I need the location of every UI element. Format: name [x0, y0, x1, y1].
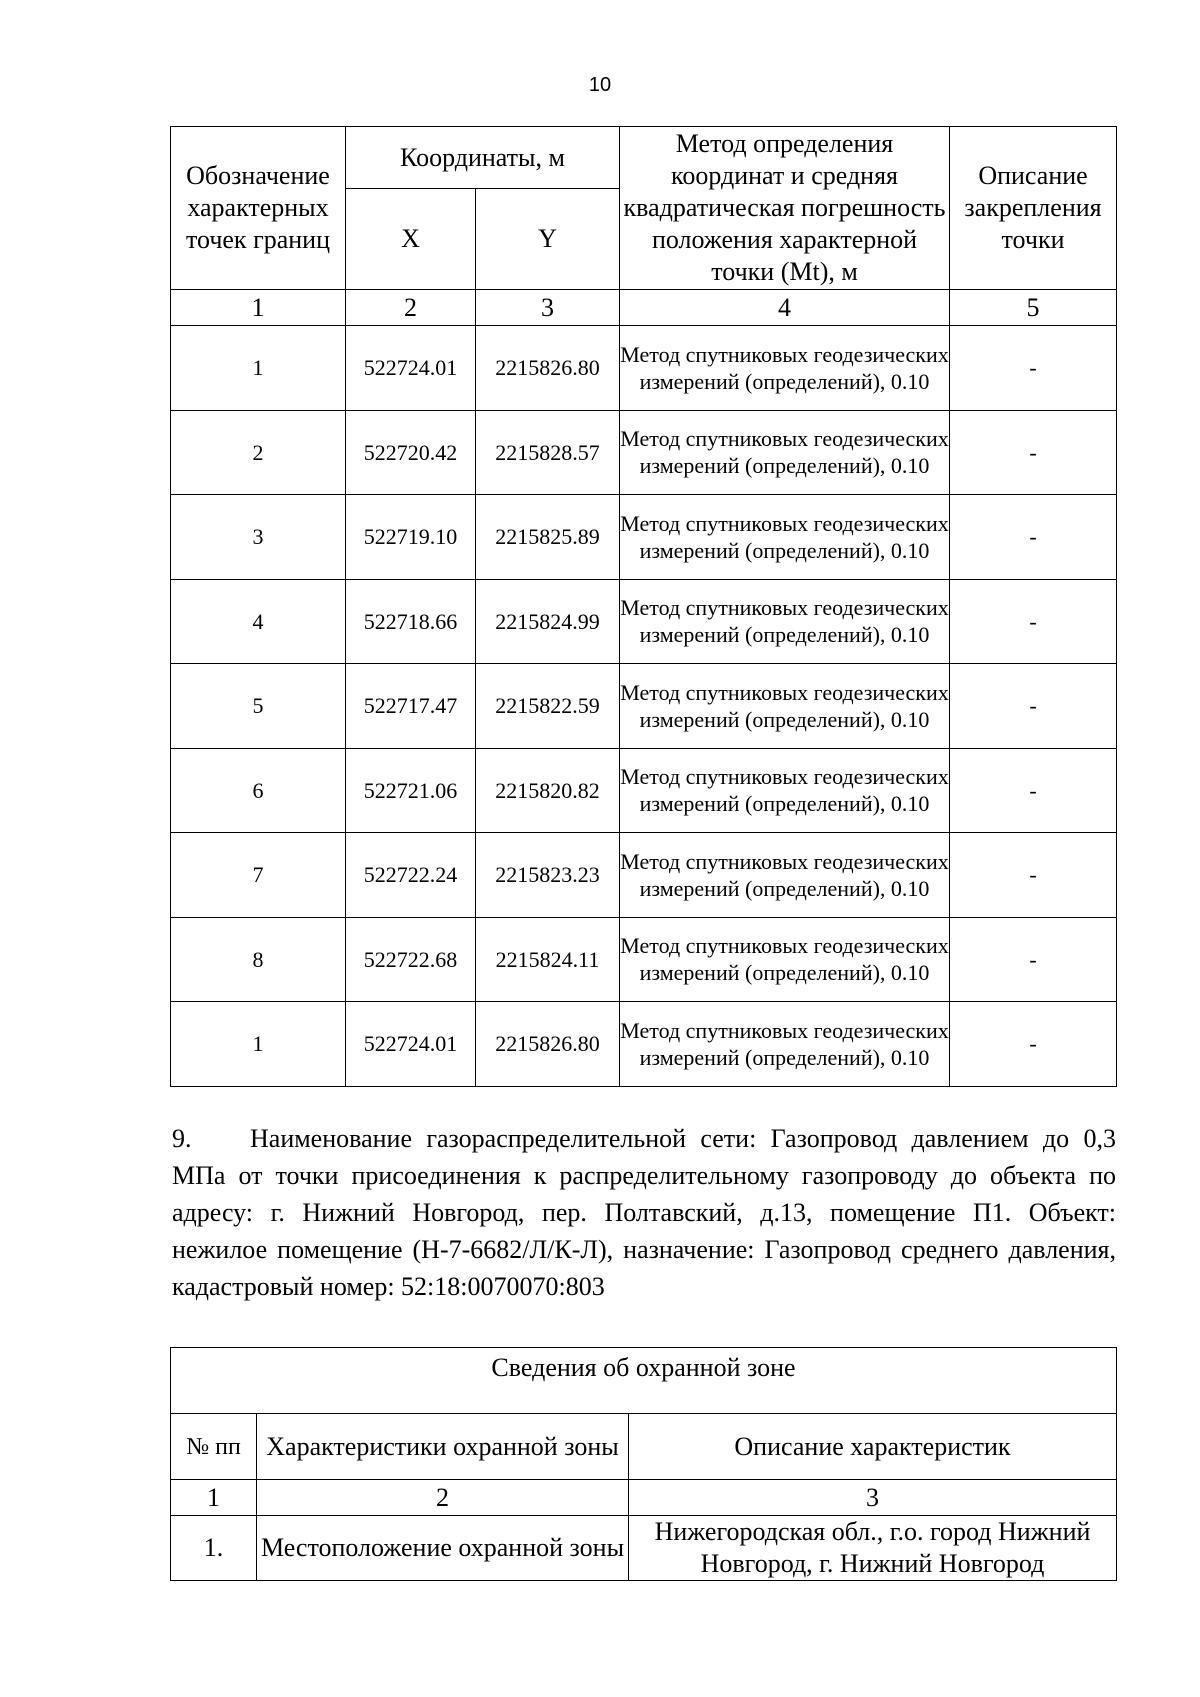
column-number: 2: [257, 1480, 629, 1516]
column-number: 3: [629, 1480, 1117, 1516]
coord-x: 522722.68: [346, 917, 476, 1002]
table-row: [171, 748, 1117, 833]
method-cell: Метод спутниковых геодезических измерений (определений), 0.10: [620, 410, 950, 495]
point-id: 1: [171, 1002, 346, 1087]
zone-table-title: Сведения об охранной зоне: [171, 1348, 1117, 1414]
coord-y: 2215825.89: [476, 495, 620, 580]
point-id: 2: [171, 410, 346, 495]
coord-y: 2215826.80: [476, 326, 620, 411]
point-id: 3: [171, 495, 346, 580]
section-9-paragraph: [172, 1120, 1116, 1305]
coord-y: 2215824.99: [476, 579, 620, 664]
point-id: 8: [171, 917, 346, 1002]
coord-y: 2215824.11: [476, 917, 620, 1002]
fixing-description: -: [950, 833, 1117, 918]
method-cell: Метод спутниковых геодезических измерений (определений), 0.10: [620, 1002, 950, 1087]
header-method: Метод определения координат и средняя квадратическая погрешность положения характерной точки (Mt), м: [620, 127, 950, 290]
section-number: 9.: [172, 1124, 192, 1153]
header-coordinates: Координаты, м: [346, 127, 620, 189]
method-cell: Метод спутниковых геодезических измерений (определений), 0.10: [620, 917, 950, 1002]
header-y: Y: [476, 189, 620, 290]
row-number: 1.: [171, 1516, 257, 1581]
fixing-description: -: [950, 326, 1117, 411]
coord-x: 522722.24: [346, 833, 476, 918]
table-row: [171, 664, 1117, 749]
zone-characteristic-description: Нижегородская обл., г.о. город Нижний Новгород, г. Нижний Новгород: [629, 1516, 1117, 1581]
fixing-description: -: [950, 579, 1117, 664]
column-number: 1: [171, 1480, 257, 1516]
fixing-description: -: [950, 410, 1117, 495]
point-id: 5: [171, 664, 346, 749]
table-row: [171, 833, 1117, 918]
header-designation: Обозначение характерных точек границ: [171, 127, 346, 290]
point-id: 7: [171, 833, 346, 918]
point-id: 4: [171, 579, 346, 664]
column-number: 2: [346, 290, 476, 326]
coord-x: 522724.01: [346, 326, 476, 411]
page-number: 10: [588, 74, 612, 96]
method-cell: Метод спутниковых геодезических измерений (определений), 0.10: [620, 664, 950, 749]
coord-y: 2215822.59: [476, 664, 620, 749]
coord-y: 2215823.23: [476, 833, 620, 918]
coordinates-table: [170, 126, 1117, 1087]
method-cell: Метод спутниковых геодезических измерений (определений), 0.10: [620, 748, 950, 833]
column-number: 1: [171, 290, 346, 326]
table-row: [171, 410, 1117, 495]
coord-x: 522724.01: [346, 1002, 476, 1087]
fixing-description: -: [950, 495, 1117, 580]
fixing-description: -: [950, 917, 1117, 1002]
point-id: 6: [171, 748, 346, 833]
fixing-description: -: [950, 664, 1117, 749]
table-row: [171, 579, 1117, 664]
fixing-description: -: [950, 1002, 1117, 1087]
coord-y: 2215826.80: [476, 1002, 620, 1087]
header-number: № пп: [171, 1414, 257, 1480]
header-x: X: [346, 189, 476, 290]
table-row: [171, 326, 1117, 411]
column-number: 3: [476, 290, 620, 326]
method-cell: Метод спутниковых геодезических измерений (определений), 0.10: [620, 833, 950, 918]
table-row: [171, 917, 1117, 1002]
zone-characteristic: Местоположение охранной зоны: [257, 1516, 629, 1581]
column-number: 4: [620, 290, 950, 326]
coord-y: 2215828.57: [476, 410, 620, 495]
coord-x: 522720.42: [346, 410, 476, 495]
section-text: Наименование газораспределительной сети: Газопровод давлением до 0,3 МПа от точки присоединения к распределительному газопроводу до объекта по адресу: г. Нижний Новгород, пер. Полтавский, д.13, помещение П1. Объект: нежилое помещение (Н-7-6682/Л/К-Л), назначение: Газопровод среднего давления, кадастровый номер: 52:18:0070070:803: [172, 1124, 1116, 1301]
table-row: [171, 1516, 1117, 1581]
method-cell: Метод спутниковых геодезических измерений (определений), 0.10: [620, 579, 950, 664]
coord-x: 522718.66: [346, 579, 476, 664]
coord-x: 522719.10: [346, 495, 476, 580]
header-description: Описание закрепления точки: [950, 127, 1117, 290]
table-row: [171, 495, 1117, 580]
coord-x: 522717.47: [346, 664, 476, 749]
column-number: 5: [950, 290, 1117, 326]
coord-x: 522721.06: [346, 748, 476, 833]
method-cell: Метод спутниковых геодезических измерений (определений), 0.10: [620, 495, 950, 580]
header-characteristics: Характеристики охранной зоны: [257, 1414, 629, 1480]
protection-zone-table: [170, 1347, 1117, 1581]
coord-y: 2215820.82: [476, 748, 620, 833]
table-row: [171, 1002, 1117, 1087]
header-characteristics-description: Описание характеристик: [629, 1414, 1117, 1480]
point-id: 1: [171, 326, 346, 411]
fixing-description: -: [950, 748, 1117, 833]
method-cell: Метод спутниковых геодезических измерений (определений), 0.10: [620, 326, 950, 411]
